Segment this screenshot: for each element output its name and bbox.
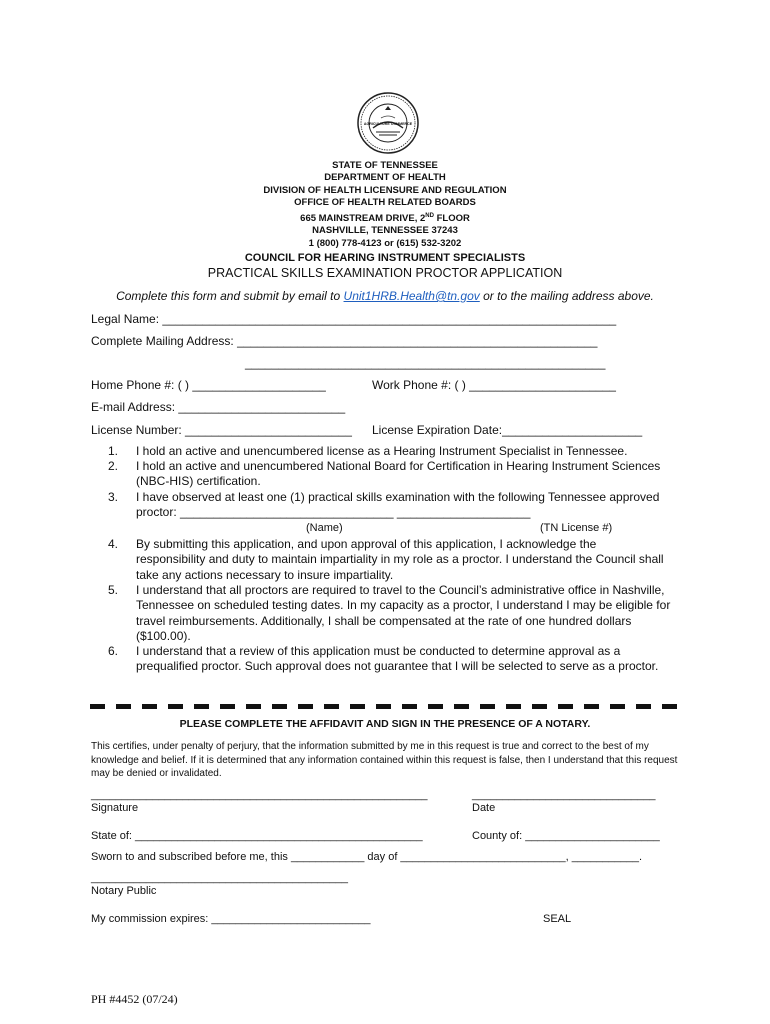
form-title: PRACTICAL SKILLS EXAMINATION PROCTOR APPLICATION: [207, 266, 563, 280]
work-phone-field[interactable]: Work Phone #: ( ) ______________________: [372, 378, 616, 392]
home-phone-field[interactable]: Home Phone #: ( ) ____________________: [91, 378, 326, 392]
affidavit-text: This certifies, under penalty of perjury, that the information submitted by me in this request is true and correct to the best of my knowledge and belief. If it is determined that any information contained within this request is false, then I understand that this request may be denied or invalidated.: [91, 741, 678, 779]
header-address: 665 MAINSTREAM DRIVE, 2ND FLOOR: [300, 212, 470, 224]
seal-label: SEAL: [543, 913, 572, 925]
list-item: 3. I have observed at least one (1) practical skills examination with the following Tennessee approved proctor: ________________________________ ____________________: [108, 490, 660, 520]
signature-label: Signature: [91, 802, 139, 814]
agency-header: [0, 160, 770, 250]
state-field[interactable]: State of: _______________________________________________: [91, 830, 423, 842]
list-item: 1. I hold an active and unencumbered license as a Hearing Instrument Specialist in Tennessee.: [108, 444, 628, 458]
header-phone: 1 (800) 778-4123 or (615) 532-3202: [308, 237, 462, 249]
mailing-address-field[interactable]: Complete Mailing Address: ______________________________________________________: [91, 334, 598, 348]
list-item: 4. By submitting this application, and upon approval of this application, I acknowledge the responsibility and duty to maintain impartiality in my role as a proctor. I understand the Council shall take any actions necessary to insure impartiality.: [108, 537, 664, 582]
sworn-statement[interactable]: Sworn to and subscribed before me, this ____________ day of ___________________________, ___________.: [91, 851, 643, 863]
email-link[interactable]: Unit1HRB.Health@tn.gov: [343, 289, 480, 303]
instruction: Complete this form and submit by email to Unit1HRB.Health@tn.gov or to the mailing address above.: [116, 289, 654, 303]
council-title: COUNCIL FOR HEARING INSTRUMENT SPECIALISTS: [244, 252, 526, 264]
signature-line[interactable]: _______________________________________________________: [91, 789, 428, 801]
email-field[interactable]: E-mail Address: _________________________: [91, 400, 346, 414]
section-divider: [90, 704, 680, 709]
header-office: OFFICE OF HEALTH RELATED BOARDS: [294, 197, 476, 209]
date-label: Date: [472, 802, 496, 814]
notary-label: Notary Public: [91, 885, 157, 897]
county-field[interactable]: County of: ______________________: [472, 830, 660, 842]
header-state: STATE OF TENNESSEE: [332, 160, 438, 171]
license-number-field[interactable]: License Number: _________________________: [91, 423, 352, 437]
legal-name-field[interactable]: Legal Name: ____________________________________________________________________: [91, 312, 617, 326]
header-city: NASHVILLE, TENNESSEE 37243: [312, 225, 458, 237]
notary-line[interactable]: __________________________________________: [91, 872, 348, 884]
mailing-address-line2[interactable]: ______________________________________________________: [245, 356, 606, 370]
header-dept: DEPARTMENT OF HEALTH: [324, 172, 446, 184]
license-expiration-field[interactable]: License Expiration Date:_____________________: [372, 423, 643, 437]
header-division: DIVISION OF HEALTH LICENSURE AND REGULATION: [263, 184, 507, 196]
proctor-name-label: (Name): [306, 522, 343, 534]
state-seal: [357, 92, 419, 154]
commission-field[interactable]: My commission expires: __________________________: [91, 913, 371, 925]
list-item: 5. I understand that all proctors are required to travel to the Council’s administrative office in Nashville, Tennessee on scheduled testing dates. In my capacity as a proctor, I understand I may be eligible for travel reimbursements. Additionally, I shall be compensated at the rate of one hundred dollars ($100.00).: [108, 583, 671, 644]
list-item: 6. I understand that a review of this application must be conducted to determine approval as a prequalified proctor. Such approval does not guarantee that I will be selected to serve as a proctor.: [108, 644, 659, 674]
date-line[interactable]: ______________________________: [472, 789, 656, 801]
seal-text: AGRICULTURE COMMERCE: [363, 122, 413, 126]
affidavit-heading: PLEASE COMPLETE THE AFFIDAVIT AND SIGN IN THE PRESENCE OF A NOTARY.: [179, 718, 591, 730]
proctor-license-label: (TN License #): [540, 522, 613, 534]
form-number: PH #4452 (07/24): [91, 992, 178, 1006]
list-item: 2. I hold an active and unencumbered National Board for Certification in Hearing Instrument Sciences (NBC-HIS) certification.: [108, 459, 661, 489]
